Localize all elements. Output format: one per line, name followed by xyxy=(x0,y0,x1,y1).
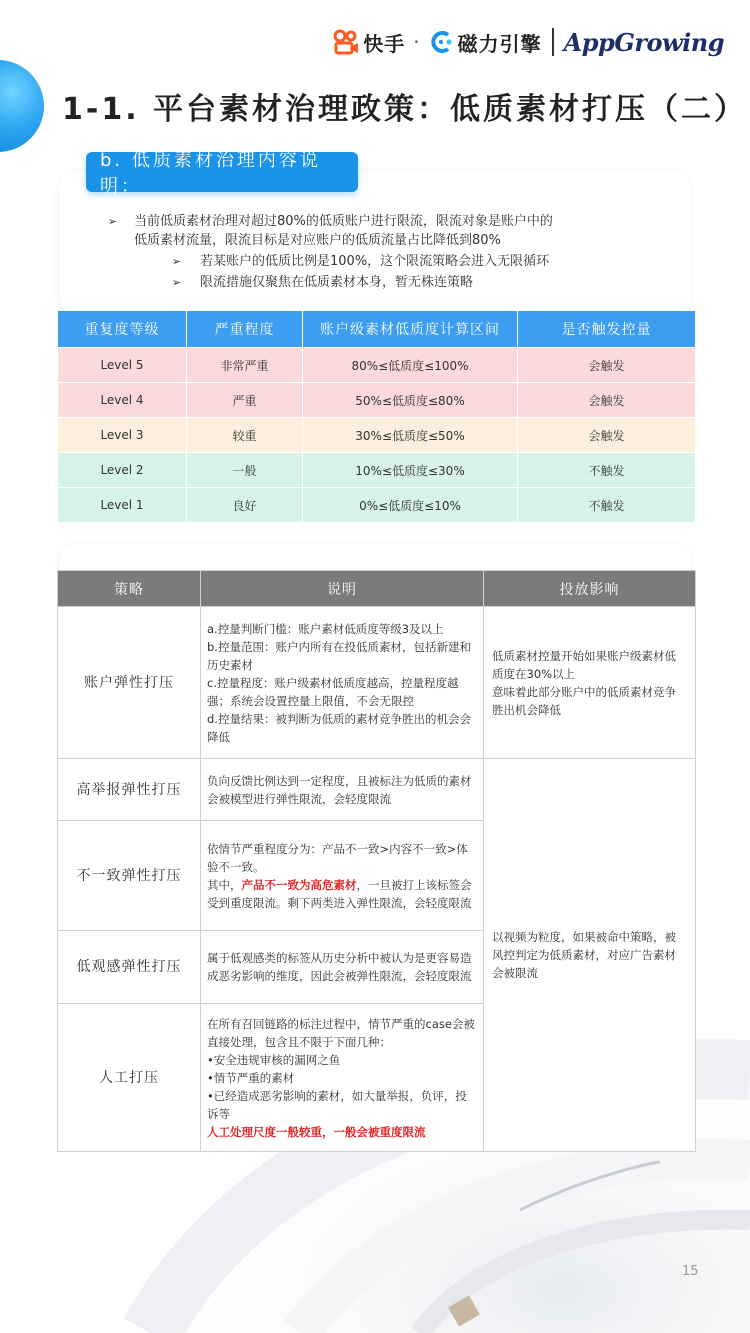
range-cell: 0%≤低质度≤10% xyxy=(303,488,518,523)
table-row xyxy=(58,348,696,383)
desc-line: b.控量范围：账户内所有在投低质素材，包括新建和历史素材 xyxy=(207,639,471,672)
impact-cell xyxy=(484,607,696,759)
cili-logo-text: 磁力引擎 xyxy=(457,31,542,56)
severity-cell: 较重 xyxy=(187,418,303,453)
level-cell: Level 4 xyxy=(58,383,187,418)
kuaishou-logo-icon xyxy=(333,29,359,55)
desc-line: 属于低观感类的标签从历史分析中被认为是更容易造成恶劣影响的维度，因此会被弹性限流，会轻度限流 xyxy=(207,951,472,983)
level-cell: Level 2 xyxy=(58,453,187,488)
desc-line: •安全违规审核的漏网之鱼 xyxy=(207,1052,341,1067)
appgrowing-logo-text: AppGrowing xyxy=(563,27,724,57)
table-row xyxy=(58,607,696,759)
range-cell: 80%≤低质度≤100% xyxy=(303,348,518,383)
strategy-name-cell: 低观感弹性打压 xyxy=(58,931,201,1004)
bullet-sub-2 xyxy=(108,273,668,292)
strategy-header-cell: 说明 xyxy=(201,571,484,607)
bullet-sub-1-text: 若某账户的低质比例是100%，这个限流策略会进入无限循环 xyxy=(200,254,550,269)
desc-text: 其中， xyxy=(207,877,242,892)
strategy-table xyxy=(57,570,696,1152)
strategy-desc-cell xyxy=(201,759,484,821)
impact-line: 低质素材控量开始如果账户级素材低质度在30%以上 xyxy=(492,648,676,681)
strategy-name-cell: 高举报弹性打压 xyxy=(58,759,201,821)
desc-line: 负向反馈比例达到一定程度，且被标注为低质的素材会被模型进行弹性限流，会轻度限流 xyxy=(207,773,472,806)
level-header-cell: 是否触发控量 xyxy=(518,311,696,348)
severity-cell: 非常严重 xyxy=(187,348,303,383)
strategy-name-cell: 账户弹性打压 xyxy=(58,607,201,759)
strategy-name-cell: 不一致弹性打压 xyxy=(58,821,201,931)
bullet-sub-1 xyxy=(108,252,668,271)
desc-highlight: 产品不一致为高危素材 xyxy=(241,877,357,892)
level-table xyxy=(57,310,696,523)
strategy-name-cell: 人工打压 xyxy=(58,1004,201,1152)
strategy-header-cell: 策略 xyxy=(58,571,201,607)
desc-line: 依情节严重程度分为：产品不一致>内容不一致>体验不一致。 xyxy=(207,841,468,874)
header-separator: · xyxy=(413,30,420,54)
shared-impact-cell: 以视频为粒度，如果被命中策略，被风控判定为低质素材，对应广告素材会被限流 xyxy=(484,759,696,1152)
level-header-cell: 严重程度 xyxy=(187,311,303,348)
table-row xyxy=(58,453,696,488)
bullet-arrow-icon: ➢ xyxy=(108,215,118,228)
trigger-cell: 不触发 xyxy=(518,488,696,523)
strategy-desc-cell xyxy=(201,1004,484,1152)
header-logos xyxy=(333,22,724,62)
strategy-desc-cell xyxy=(201,607,484,759)
bullet-main xyxy=(108,212,668,250)
severity-cell: 严重 xyxy=(187,383,303,418)
severity-cell: 一般 xyxy=(187,453,303,488)
range-cell: 10%≤低质度≤30% xyxy=(303,453,518,488)
section-banner: b. 低质素材治理内容说明： xyxy=(86,152,358,192)
kuaishou-logo-text: 快手 xyxy=(363,31,406,56)
trigger-cell: 会触发 xyxy=(518,348,696,383)
range-cell: 30%≤低质度≤50% xyxy=(303,418,518,453)
desc-highlight: 人工处理尺度一般较重，一般会被重度限流 xyxy=(207,1124,426,1139)
level-header-cell: 账户级素材低质度计算区间 xyxy=(303,311,518,348)
desc-line: 在所有召回链路的标注过程中，情节严重的case会被直接处理，包含且不限于下面几种： xyxy=(207,1016,475,1049)
desc-text: ，一旦被打上该标签会受到重度限流。剩下两类进入弹性限流，会轻度限流 xyxy=(207,877,472,910)
severity-cell: 良好 xyxy=(187,488,303,523)
impact-line: 意味着此部分账户中的低质素材竞争胜出机会降低 xyxy=(492,684,676,717)
page-title: 1-1. 平台素材治理政策：低质素材打压（二） xyxy=(62,92,748,127)
table-row xyxy=(58,488,696,523)
level-cell: Level 3 xyxy=(58,418,187,453)
cili-logo-icon xyxy=(428,29,454,55)
bullet-arrow-icon: ➢ xyxy=(172,276,182,289)
bullet-main-line2: 低质素材流量，限流目标是对应账户的低质流量占比降低到80% xyxy=(134,233,501,248)
range-cell: 50%≤低质度≤80% xyxy=(303,383,518,418)
desc-line: c.控量程度：账户级素材低质度越高，控量程度越强；系统会设置控量上限值，不会无限控 xyxy=(207,675,459,708)
desc-line: a.控量判断门槛：账户素材低质度等级3及以上 xyxy=(207,621,444,636)
strategy-desc-cell xyxy=(201,821,484,931)
level-table-header xyxy=(58,311,696,348)
bullet-list xyxy=(108,212,668,292)
header-divider xyxy=(552,28,554,56)
desc-line: •已经造成恶劣影响的素材，如大量举报，负评，投诉等 xyxy=(207,1088,467,1121)
level-cell: Level 5 xyxy=(58,348,187,383)
strategy-header-cell: 投放影响 xyxy=(484,571,696,607)
level-header-cell: 重复度等级 xyxy=(58,311,187,348)
page-number: 15 xyxy=(682,1264,699,1279)
table-row xyxy=(58,759,696,821)
desc-line: d.控量结果：被判断为低质的素材竞争胜出的机会会降低 xyxy=(207,711,471,744)
bullet-sub-2-text: 限流措施仅聚焦在低质素材本身，暂无株连策略 xyxy=(200,275,474,290)
strategy-desc-cell xyxy=(201,931,484,1004)
strategy-table-header xyxy=(58,571,696,607)
table-row xyxy=(58,418,696,453)
table-row xyxy=(58,383,696,418)
level-cell: Level 1 xyxy=(58,488,187,523)
trigger-cell: 不触发 xyxy=(518,453,696,488)
bullet-arrow-icon: ➢ xyxy=(172,255,182,268)
bullet-main-line1: 当前低质素材治理对超过80%的低质账户进行限流，限流对象是账户中的 xyxy=(134,214,553,229)
desc-line: •情节严重的素材 xyxy=(207,1070,295,1085)
trigger-cell: 会触发 xyxy=(518,418,696,453)
trigger-cell: 会触发 xyxy=(518,383,696,418)
